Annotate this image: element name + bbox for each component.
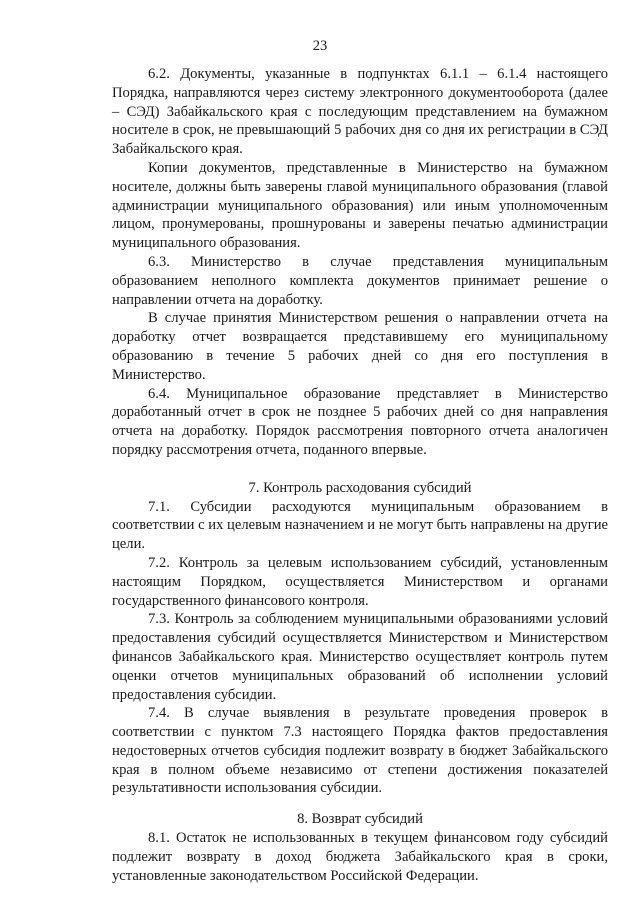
paragraph-7-4: 7.4. В случае выявления в результате проведения проверок в соответствии с пунктом 7.3 настоящего Порядка фактов предоставления недостоверных отчетов субсидия подлежит возврату в бюджет Забайкальского края в полном объеме независимо от степени достижения показателей результативности использования субсидии. xyxy=(112,705,608,797)
paragraph-7-2: 7.2. Контроль за целевым использованием субсидий, установленным настоящим Порядком, осуществляется Министерством и органами государственного финансового контроля. xyxy=(112,554,608,609)
section-7-heading: 7. Контроль расходования субсидий xyxy=(248,479,472,496)
paragraph-7-1: 7.1. Субсидии расходуются муниципальным образованием в соответствии с их целевым назначением и не могут быть направлены на другие цели. xyxy=(112,498,608,553)
paragraph-6-3: 6.3. Министерство в случае представления муниципальным образованием неполного комплекта документов принимает решение о направлении отчета на доработку. xyxy=(112,253,608,308)
paragraph-rework: В случае принятия Министерством решения о направлении отчета на доработку отчет возвращается представившему его муниципальному образованию в течение 5 рабочих дней со дня его поступления в Министерство. xyxy=(112,310,608,383)
paragraph-copies: Копии документов, представленные в Министерство на бумажном носителе, должны быть заверены главой муниципального образования (главой администрации муниципального образования) или иным уполномоченным лицом, пронумерованы, прошнурованы и заверены печатью администрации муниципального образования. xyxy=(112,159,608,252)
section-8-heading: 8. Возврат субсидий xyxy=(297,811,423,828)
paragraph-7-3: 7.3. Контроль за соблюдением муниципальными образованиями условий предоставления субсидий осуществляется Министерством и Министерством финансов Забайкальского края. Министерство осуществляет контроль путем оценки отчетов муниципальных образований об исполнении условий предоставления субсидии. xyxy=(112,611,608,703)
paragraph-8-1: 8.1. Остаток не использованных в текущем финансовом году субсидий подлежит возврату в доход бюджета Забайкальского края в сроки, установленные законодательством Российской Федерации. xyxy=(112,830,608,884)
paragraph-6-2: 6.2. Документы, указанные в подпунктах 6.1.1 – 6.1.4 настоящего Порядка, направляются через систему электронного документооборота (далее – СЭД) Забайкальского края с последующим представлением на бумажном носителе в срок, не превышающий 5 рабочих дня со дня их регистрации в СЭД Забайкальского края. xyxy=(112,66,608,158)
document-body xyxy=(112,65,608,885)
section-spacer xyxy=(112,798,608,810)
paragraph-6-4: 6.4. Муниципальное образование представляет в Министерство доработанный отчет в срок не позднее 5 рабочих дней со дня направления отчета на доработку. Порядок рассмотрения повторного отчета аналогичен порядку рассмотрения отчета, поданного впервые. xyxy=(112,385,608,458)
page-number: 23 xyxy=(312,38,328,54)
section-spacer xyxy=(112,460,608,479)
